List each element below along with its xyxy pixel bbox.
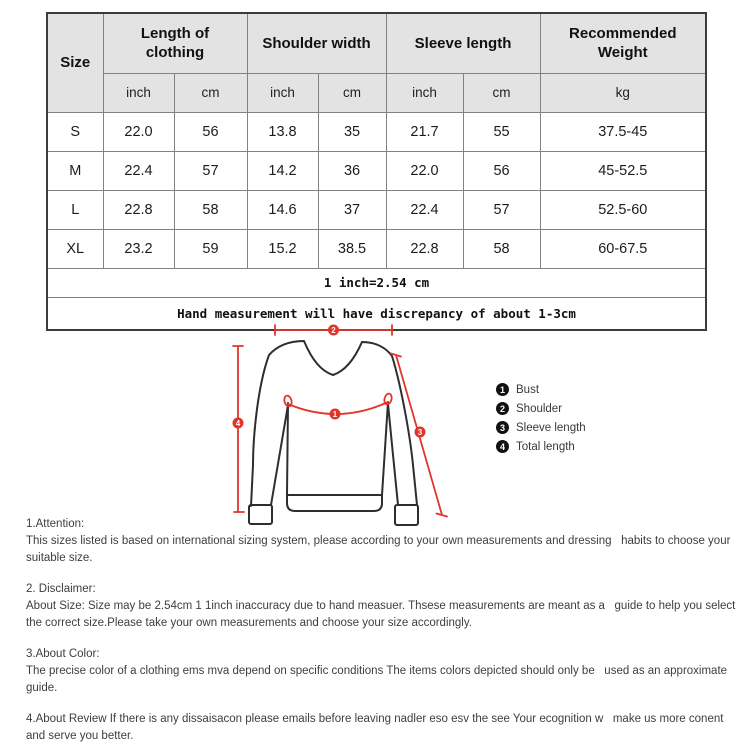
col-header-size: Size	[47, 13, 103, 112]
section-body: 4.About Review If there is any dissaisacon please emails before leaving nadler eso esv the see Your ecognition w make us more conent and serve you better.	[26, 713, 727, 742]
table-cell: 52.5-60	[540, 190, 706, 229]
legend-label: Total length	[516, 440, 575, 453]
notes-section	[26, 646, 740, 697]
total-length-measure-line	[233, 346, 245, 512]
table-cell: S	[47, 112, 103, 151]
legend-label: Sleeve length	[516, 421, 586, 434]
unit-header-cell: inch	[247, 73, 318, 112]
table-cell: 37	[318, 190, 386, 229]
section-body: This sizes listed is based on international sizing system, please according to your own measurements and dressing habits to choose your suitable size.	[26, 535, 734, 564]
table-cell: 55	[463, 112, 540, 151]
table-cell: 21.7	[386, 112, 463, 151]
table-row	[47, 229, 706, 268]
table-cell: 57	[463, 190, 540, 229]
note-cell: 1 inch=2.54 cm	[47, 268, 706, 297]
unit-header-cell: inch	[103, 73, 174, 112]
unit-header-cell: kg	[540, 73, 706, 112]
col-header-length: Length of clothing	[103, 13, 247, 73]
note-row	[47, 268, 706, 297]
unit-header-cell: cm	[318, 73, 386, 112]
table-cell: 58	[463, 229, 540, 268]
shoulder-marker-number: 2	[331, 326, 336, 335]
table-cell: 22.8	[103, 190, 174, 229]
table-cell: 22.0	[386, 151, 463, 190]
table-cell: 22.0	[103, 112, 174, 151]
legend-label: Shoulder	[516, 402, 563, 415]
col-header-shoulder: Shoulder width	[247, 13, 386, 73]
table-cell: L	[47, 190, 103, 229]
note-cell: Hand measurement will have discrepancy of about 1-3cm	[47, 297, 706, 330]
legend-item	[496, 437, 586, 456]
measurement-legend	[496, 380, 586, 456]
col-header-weight: Recommended Weight	[540, 13, 706, 73]
size-table-body	[47, 112, 706, 268]
table-row	[47, 190, 706, 229]
legend-item	[496, 418, 586, 437]
bust-measure-line	[283, 393, 393, 420]
notes-section	[26, 711, 740, 745]
table-row	[47, 151, 706, 190]
table-cell: 60-67.5	[540, 229, 706, 268]
notes-section	[26, 581, 740, 632]
table-cell: 58	[174, 190, 247, 229]
table-cell: 45-52.5	[540, 151, 706, 190]
sleeve-measure-line	[391, 354, 447, 517]
table-cell: 57	[174, 151, 247, 190]
section-body: About Size: Size may be 2.54cm 1 1inch inaccuracy due to hand measuer. Thsese measurements are meant as a guide to help you select the correct size.Please take your own measurements and choose your size accordingly.	[26, 600, 739, 629]
table-cell: 36	[318, 151, 386, 190]
table-cell: 35	[318, 112, 386, 151]
section-body: The precise color of a clothing ems mva depend on specific conditions The items colors depicted should only be used as an approximate guide.	[26, 665, 731, 694]
table-cell: 37.5-45	[540, 112, 706, 151]
bust-marker-number: 1	[332, 410, 338, 419]
table-cell: 56	[463, 151, 540, 190]
table-cell: 13.8	[247, 112, 318, 151]
table-cell: 14.6	[247, 190, 318, 229]
total-length-marker-number: 4	[235, 419, 241, 428]
table-cell: 59	[174, 229, 247, 268]
table-row	[47, 112, 706, 151]
table-cell: 22.8	[386, 229, 463, 268]
sweater-outline	[249, 341, 418, 525]
table-cell: M	[47, 151, 103, 190]
table-cell: 56	[174, 112, 247, 151]
unit-header-cell: inch	[386, 73, 463, 112]
size-table	[46, 12, 707, 331]
table-cell: 23.2	[103, 229, 174, 268]
table-units-row	[47, 73, 706, 112]
section-heading: 2. Disclaimer:	[26, 583, 96, 595]
shoulder-measure-line	[275, 325, 392, 336]
table-cell: XL	[47, 229, 103, 268]
section-heading: 3.About Color:	[26, 648, 100, 660]
unit-header-cell: cm	[174, 73, 247, 112]
legend-item	[496, 399, 586, 418]
legend-item	[496, 380, 586, 399]
sleeve-marker-number: 3	[417, 428, 423, 437]
notes-sections	[26, 516, 740, 750]
table-cell: 15.2	[247, 229, 318, 268]
unit-header-cell: cm	[463, 73, 540, 112]
notes-section	[26, 516, 740, 567]
table-cell: 22.4	[386, 190, 463, 229]
legend-label: Bust	[516, 383, 540, 396]
legend-number-badge: 4	[496, 440, 509, 453]
col-header-sleeve: Sleeve length	[386, 13, 540, 73]
legend-number-badge: 2	[496, 402, 509, 415]
legend-number-badge: 3	[496, 421, 509, 434]
table-cell: 22.4	[103, 151, 174, 190]
table-header-row	[47, 13, 706, 73]
legend-number-badge: 1	[496, 383, 509, 396]
table-cell: 38.5	[318, 229, 386, 268]
table-cell: 14.2	[247, 151, 318, 190]
section-heading: 1.Attention:	[26, 518, 85, 530]
